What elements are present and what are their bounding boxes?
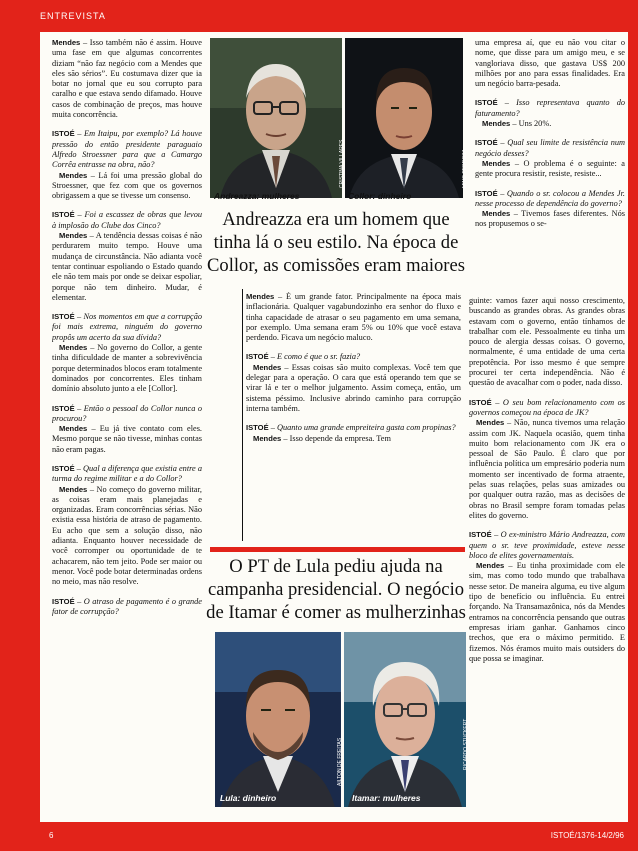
interview-answer [52, 343, 202, 394]
interview-answer [469, 418, 625, 521]
question-label: ISTOÉ [52, 312, 75, 322]
question-text: – Quando o sr. colocou a Mendes Jr. nesse processo de dependência do governo? [475, 188, 625, 208]
question-text: – Qual seu limite de resistência num negócio desses? [475, 138, 625, 158]
speaker-name: Mendes [59, 424, 88, 434]
photo-credit-ricardo: RICARDO STUCKERT [463, 718, 469, 770]
interview-answer [52, 38, 202, 120]
question-label: ISTOÉ [52, 129, 75, 139]
interview-answer [475, 119, 625, 129]
pull-quote-2: O PT de Lula pediu ajuda na campanha presidencial. O negócio de Itamar é comer as mulherzinhas [206, 556, 466, 623]
collor-portrait [345, 38, 463, 198]
photo-credit-mino: MINO PEDROSA [462, 149, 468, 188]
speaker-name: Mendes [59, 484, 88, 494]
question-label: ISTOÉ [52, 463, 75, 473]
interview-answer [475, 159, 625, 180]
interview-question [246, 352, 461, 362]
interview-answer [246, 363, 461, 414]
speaker-name: Mendes [59, 343, 88, 353]
question-label: ISTOÉ [246, 423, 269, 433]
speaker-name: Mendes [253, 362, 282, 372]
speaker-name: Mendes [476, 561, 505, 571]
question-label: ISTOÉ [475, 138, 498, 148]
speaker-name: Mendes [482, 158, 511, 168]
interview-question [469, 398, 625, 419]
question-label: ISTOÉ [469, 397, 492, 407]
speaker-name: Mendes [246, 292, 275, 301]
interview-question [469, 530, 625, 561]
section-tag: ENTREVISTA [40, 11, 106, 21]
answer-text: uma empresa aí, que eu não vou citar o nome, que disse para um amigo meu, e se vangloriava disso, que gastava US$ 200 milhões por ano para essas finalidades. Era um negócio barra-pesada. [475, 38, 625, 89]
speaker-name: Mendes [482, 209, 511, 219]
answer-text: – O problema é o seguinte: a gente procura resistir, resiste, resiste... [475, 158, 625, 179]
itamar-caption: Itamar: mulheres [352, 793, 421, 803]
lula-portrait [215, 632, 341, 807]
interview-question [475, 189, 625, 210]
interview-question [475, 138, 625, 159]
answer-text: – Essas coisas são muito complexas. Você tem que delegar para a operação. O cara que está operando tem que se virar lá e ter o melhor julgamento. Assim começa, então, um sistema péssimo. Inclusive abrindo caminho para corrupção interna também. [246, 362, 461, 413]
question-text: – Então o pessoal do Collor nunca o procurou? [52, 403, 202, 423]
interview-question [52, 129, 202, 170]
answer-text: – Lá foi uma pressão global do Stroessner, que fez com que os governos obrigassem a que se tivesse um consenso. [52, 170, 202, 201]
interview-question [475, 98, 625, 119]
answer-text: – Eu tinha proximidade com ele sim, mas como todo mundo que trabalhava nesse setor. De maneira alguma, eu tive algum tipo de benefício ou influência. Eu entrei forçando. Na Transamazônica, nós da Mendes entramos na concorrência pensando que outras empresas iriam ganhar. Ganhamos cinco trechos, que era o máximo permitido. E fizemos. Nós éramos muito mais outsiders do que possa se imaginar. [469, 561, 625, 663]
interview-column-1 [52, 38, 202, 820]
question-text: – E como é que o sr. fazia? [268, 352, 361, 362]
lula-photo [215, 632, 341, 807]
collor-photo [345, 38, 463, 198]
interview-answer [246, 434, 461, 444]
question-label: ISTOÉ [469, 530, 492, 540]
question-label: ISTOÉ [246, 352, 269, 362]
interview-question [52, 312, 202, 343]
pull-quote-1: Andreazza era um homem que tinha lá o seu estilo. Na época de Collor, as comissões eram maiores [207, 209, 465, 276]
photo-credit-cristina: CRISTINA VILLARES [339, 139, 345, 188]
answer-text: – A tendência dessas coisas é não perdurarem muito tempo. Houve uma mudança de circunstância. Não adianta você tentar continuar espoliando o Estado quando ele não tem mais por onde se deixar espoliar, porque não tem dinheiro. Mudar, é elementar. [52, 231, 202, 302]
interview-question [52, 597, 202, 618]
answer-text: – No começo do governo militar, as coisas eram mais planejadas e organizadas. Eram concorrências sérias. Não existia essa história de atraso de pagamento. Eu acho que sem a solução disso, não adianta. Enquanto houver necessidade de você corromper ou oportunidade de te achacarem, não tem jeito. Pode ser maior ou menor. Você pode botar determinadas ordens no meio, mas não resolve. [52, 484, 202, 587]
interview-answer [52, 485, 202, 588]
page-number: 6 [49, 831, 54, 840]
interview-column-3a [475, 38, 625, 293]
interview-column-3b [469, 296, 625, 820]
question-text: – Em Itaipu, por exemplo? Lá houve pressão do então presidente paraguaio Alfredo Stroessner para que a Camargo Corrêa entrasse na obra, não? [52, 129, 202, 170]
interview-question [52, 210, 202, 231]
interview-question [52, 404, 202, 425]
interview-question [246, 423, 461, 433]
answer-text: – Isso depende da empresa. Tem [281, 433, 391, 443]
interview-answer [52, 171, 202, 202]
question-text: – Isso representava quanto do faturamento? [475, 98, 625, 118]
answer-text: – Uns 20%. [510, 119, 552, 129]
question-label: ISTOÉ [475, 98, 498, 108]
answer-text: – É um grande fator. Principalmente na época mais inflacionária. Qualquer vagabundozinho era senhor do fluxo e tinha capacidade de atrasar o seu pagamento em uma semana, por exemplo. Uma semana eram 5% ou 10% que você estava perdendo. Ficava um negócio maluco. [246, 292, 461, 343]
question-label: ISTOÉ [475, 188, 498, 198]
andreazza-photo [210, 38, 342, 198]
question-label: ISTOÉ [52, 596, 75, 606]
question-text: – Nos momentos em que a corrupção foi mais extrema, ninguém do governo propôs um acerto da sua dívida? [52, 312, 202, 342]
speaker-name: Mendes [59, 170, 88, 180]
question-text: – O atraso de pagamento é o grande fator de corrupção? [52, 596, 202, 616]
photo-credit-ailton: AILTON DE FREITAS [337, 737, 343, 786]
answer-text: – No governo do Collor, a gente tinha dificuldade de manter a sobrevivência porque determinados blocos eram totalmente dominados por concorrentes. Eles tinham domínio absoluto junto a ele [Collor]. [52, 343, 202, 394]
lula-caption: Lula: dinheiro [220, 793, 277, 803]
speaker-name: Mendes [482, 119, 511, 129]
interview-answer [246, 292, 461, 343]
right-red-margin [628, 0, 638, 851]
column-rule-2 [242, 289, 243, 541]
interview-answer [475, 38, 625, 89]
interview-column-2 [246, 292, 461, 540]
left-red-margin [0, 0, 40, 851]
answer-text: – Não, nunca tivemos uma relação assim com JK. Naquela ocasião, quem tinha muito bom relacionamento com JK era o pessoal de São Paulo. É claro que por influência política um empresário poderia num momento ser incentivado de forma atraente, pelas suas relações, pelas suas amizades ou por qualquer outra razão, mas as decisões de obras no Brasil sempre foram tomadas pelas elites do governo. [469, 418, 625, 520]
interview-answer [469, 561, 625, 664]
bottom-red-band [0, 822, 638, 851]
question-text: – Quanto uma grande empreiteira gasta com propinas? [268, 423, 456, 433]
question-label: ISTOÉ [52, 210, 75, 220]
answer-text: guinte: vamos fazer aqui nosso crescimento, buscando as grandes obras. As grandes obras estavam com o governo, então tínhamos de trabalhar com ele. Pessoalmente eu tinha um pouco de alergia dessas coisas. O governo, normalmente, é uma entidade de uma certa prepotência. Por isso mesmo é que sempre procurei ter certa independência. Não é questão de avacalhar com o poder, nada disso. [469, 296, 625, 388]
itamar-photo [344, 632, 466, 807]
interview-answer [475, 209, 625, 230]
question-text: – O seu bom relacionamento com os governos começou na época de JK? [469, 397, 625, 417]
collor-caption: Collor: dinheiro [348, 191, 412, 201]
issue-info: ISTOÉ/1376-14/2/96 [550, 831, 624, 840]
answer-text: – Eu já tive contato com eles. Mesmo porque se não tivesse, minhas contas não eram pagas. [52, 424, 202, 454]
speaker-name: Mendes [59, 231, 88, 241]
interview-answer [52, 231, 202, 303]
andreazza-caption: Andreazza: mulheres [214, 191, 300, 201]
speaker-name: Mendes [476, 418, 505, 428]
speaker-name: Mendes [52, 38, 81, 47]
speaker-name: Mendes [253, 433, 282, 443]
interview-answer [469, 296, 625, 389]
question-label: ISTOÉ [52, 403, 75, 413]
question-text: – Qual a diferença que existia entre a turma do regime militar e a do Collor? [52, 463, 202, 484]
question-text: – O ex-ministro Mário Andreazza, com quem o sr. teve proximidade, esteve nesse bloco de elites governamentais. [469, 530, 625, 560]
andreazza-portrait [210, 38, 342, 198]
pull-quote-rule [210, 547, 465, 552]
itamar-portrait [344, 632, 466, 807]
interview-question [52, 464, 202, 485]
answer-text: – Isso também não é assim. Houve uma fase em que algumas concorrentes diziam “não faz negócio com a Mendes que eles são sérios”. Eu costumava dizer que ia botar no jornal que eu sou corrupto para caralho e que estava sendo difamado. Houve casos de combinação de preços, mas houve muita concorrência. [52, 38, 202, 120]
question-text: – Foi a escassez de obras que levou à implosão do Clube dos Cinco? [52, 210, 202, 230]
answer-text: – Tivemos fases diferentes. Nós nos propusemos o se- [475, 209, 625, 229]
interview-answer [52, 424, 202, 455]
